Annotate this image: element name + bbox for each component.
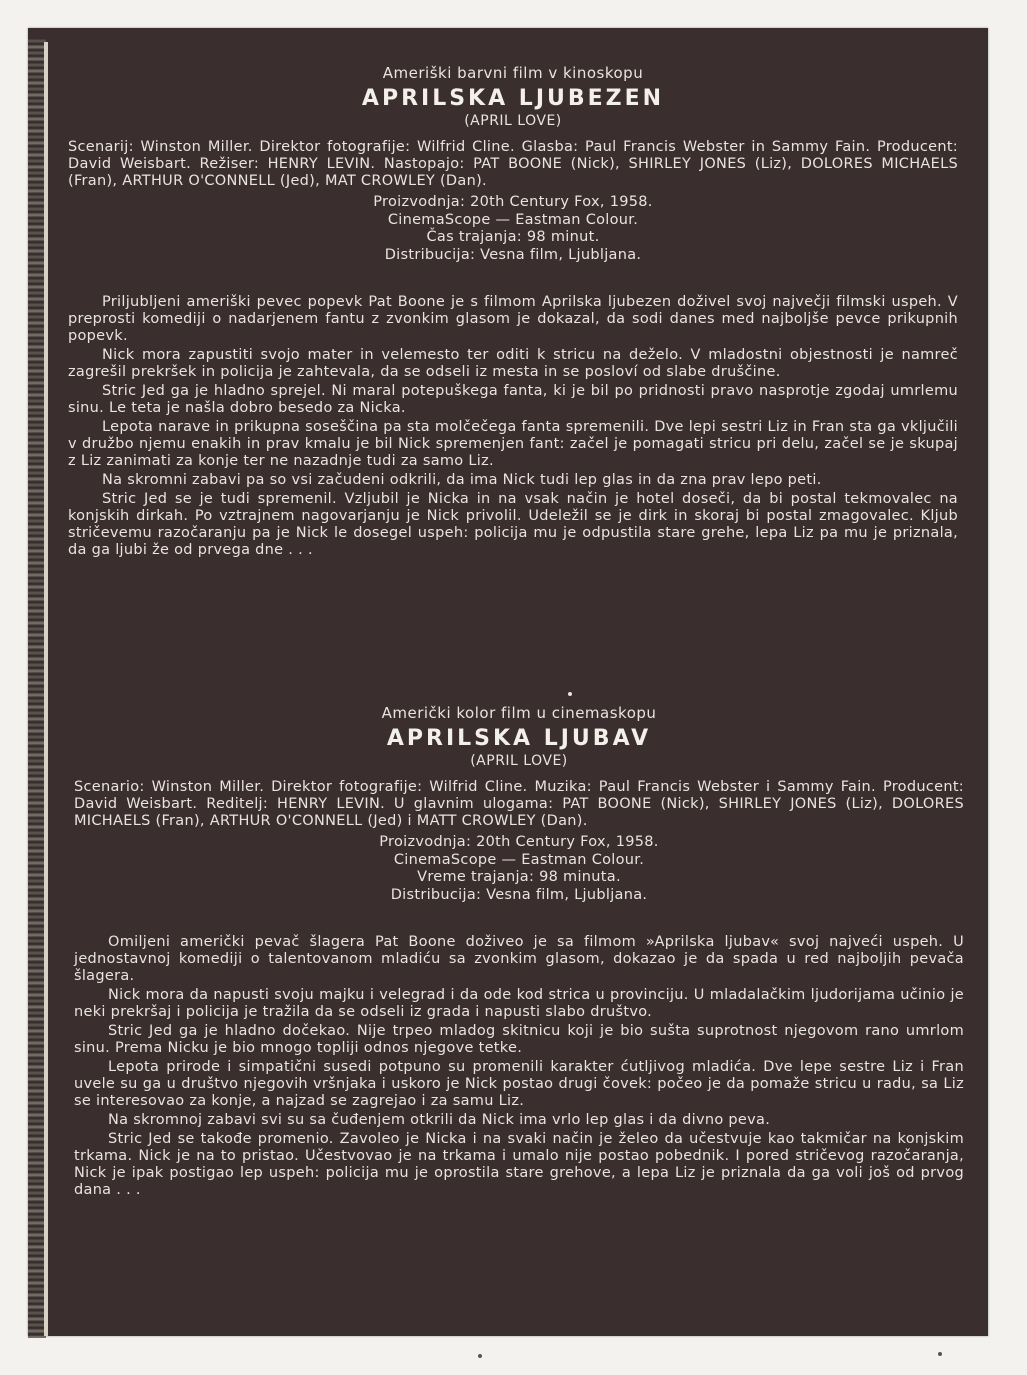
synopsis-paragraph: Omiljeni američki pevač šlagera Pat Boone doživeo je sa filmom »Aprilska ljubav« svoj najveći uspeh. U jednostavnoj komediji o talentovanom mladiću sa zvonkim glasom, dokazao je da spada u red najboljih pevača šlagera. xyxy=(74,934,964,984)
section1-credits: Scenarij: Winston Miller. Direktor fotografije: Wilfrid Cline. Glasba: Paul Francis Webster in Sammy Fain. Producent: David Weisbart. Režiser: HENRY LEVIN. Nastopajo: PAT BOONE (Nick), SHIRLEY JONES (Liz), DOLORES MICHAELS (Fran), ARTHUR O'CONNELL (Jed), MAT CROWLEY (Dan). xyxy=(68,139,958,189)
section1-synopsis xyxy=(68,294,958,559)
page-edge xyxy=(44,42,48,1336)
synopsis-paragraph: Stric Jed ga je hladno sprejel. Ni maral potepuškega fanta, ki je bil po pridnosti pravo nasprotje zgodaj umrlemu sinu. Le teta je našla dobro besedo za Nicka. xyxy=(68,383,958,416)
printed-sheet xyxy=(28,28,988,1336)
section2-production-line: Vreme trajanja: 98 minuta. xyxy=(417,869,621,885)
synopsis-paragraph: Na skromni zabavi pa so vsi začudeni odkrili, da ima Nick tudi lep glas in da zna prav lepo peti. xyxy=(102,472,822,488)
section2-credits: Scenario: Winston Miller. Direktor fotografije: Wilfrid Cline. Muzika: Paul Francis Webster i Sammy Fain. Producent: David Weisbart. Reditelj: HENRY LEVIN. U glavnim ulogama: PAT BOONE (Nick), SHIRLEY JONES (Liz), DOLORES MICHAELS (Fran), ARTHUR O'CONNELL (Jed) i MATT CROWLEY (Dan). xyxy=(74,779,964,829)
synopsis-paragraph: Lepota narave in prikupna soseščina pa sta molčečega fanta spremenili. Dve lepi sestri Liz in Fran sta ga vključili v družbo njemu enakih in prav kmalu je bil Nick spremenjen fant: začel je pomagati stricu pri delu, začel se je skupaj z Liz zanimati za konje ter ne nazadnje tudi za samo Liz. xyxy=(68,419,958,469)
section1-subtitle: Ameriški barvni film v kinoskopu xyxy=(382,64,644,82)
synopsis-paragraph: Nick mora da napusti svoju majku i velegrad i da ode kod strica u provinciju. U mladalačkim ljudorijama učinio je neki prekršaj i policija je tražila da se odseli iz grada i napusti slabo društvo. xyxy=(74,987,964,1020)
synopsis-paragraph: Stric Jed se takođe promenio. Zavoleo je Nicka i na svaki način je želeo da učestvuje kao takmičar na konjskim trkama. Nick je na to pristao. Učestvovao je na trkama i umalo nije postao pobednik. I pored stričevog razočaranja, Nick je ipak postigao lep uspeh: policija mu je oprostila stare grehove, a lepa Liz je priznala da ga voli još od prvog dana . . . xyxy=(74,1131,964,1198)
section1-title: APRILSKA LJUBEZEN xyxy=(361,86,665,111)
section1-production-line: CinemaScope — Eastman Colour. xyxy=(387,211,639,228)
section2-production-line: Proizvodnja: 20th Century Fox, 1958. xyxy=(379,834,659,850)
scan-speck xyxy=(478,1354,482,1358)
section-serbocroatian xyxy=(74,704,964,1199)
section-slovene xyxy=(68,64,958,559)
scan-speck xyxy=(938,1352,942,1356)
section1-production-line: Proizvodnja: 20th Century Fox, 1958. xyxy=(373,194,653,210)
synopsis-paragraph: Priljubljeni ameriški pevec popevk Pat Boone je s filmom Aprilska ljubezen doživel svoj največji filmski uspeh. V preprosti komediji o nadarjenem fantu z zvonkim glasom je dokazal, da sodi danes med najboljše pevce prikupnih popevk. xyxy=(68,294,958,344)
section1-original-title: (APRIL LOVE) xyxy=(464,113,562,129)
synopsis-paragraph: Nick mora zapustiti svojo mater in velemesto ter oditi k stricu na deželo. V mladostni objestnosti je namreč zagrešil prekršek in policija je zahtevala, da se odseli iz mesta in se posloví od slabe druščine. xyxy=(68,347,958,380)
section2-subtitle: Američki kolor film u cinemaskopu xyxy=(381,704,657,722)
synopsis-paragraph: Stric Jed se je tudi spremenil. Vzljubil je Nicka in na vsak način je hotel doseči, da bi postal tekmovalec na konjskih dirkah. Po vztrajnem nagovarjanju je Nick privolil. Udeležil se je dirk in skoraj bi postal zmagovalec. Kljub stričevemu razočaranju pa je Nick le dosegel uspeh: policija mu je odpustila stare grehe, lepa Liz pa mu je priznala, da ga ljubi že od prvega dne . . . xyxy=(68,491,958,558)
section1-production-line: Čas trajanja: 98 minut. xyxy=(426,229,600,245)
section2-title: APRILSKA LJUBAV xyxy=(386,726,652,751)
synopsis-paragraph: Lepota prirode i simpatični susedi potpuno su promenili karakter ćutljivog mladića. Dve lepe sestre Liz i Fran uvele su ga u društvo njegovih vršnjaka i uskoro je Nick postao drugi čovek: počeo je da pomaže stricu u radu, sa Liz se interesovao za konje, a najzad se zagrejao i za samu Liz. xyxy=(74,1059,964,1109)
section2-production-line: Distribucija: Vesna film, Ljubljana. xyxy=(390,886,648,903)
section-divider-dot xyxy=(568,692,572,696)
section2-original-title: (APRIL LOVE) xyxy=(470,753,568,769)
synopsis-paragraph: Stric Jed ga je hladno dočekao. Nije trpeo mladog skitnicu koji je bio sušta suprotnost njegovom rano umrlom sinu. Prema Nicku je bio mnogo topliji odnos njegove tetke. xyxy=(74,1023,964,1056)
section2-production-line: CinemaScope — Eastman Colour. xyxy=(393,851,645,868)
section2-synopsis xyxy=(74,934,964,1199)
synopsis-paragraph: Na skromnoj zabavi svi su sa čuđenjem otkrili da Nick ima vrlo lep glas i da divno peva. xyxy=(108,1112,771,1128)
section1-production-line: Distribucija: Vesna film, Ljubljana. xyxy=(384,246,642,263)
